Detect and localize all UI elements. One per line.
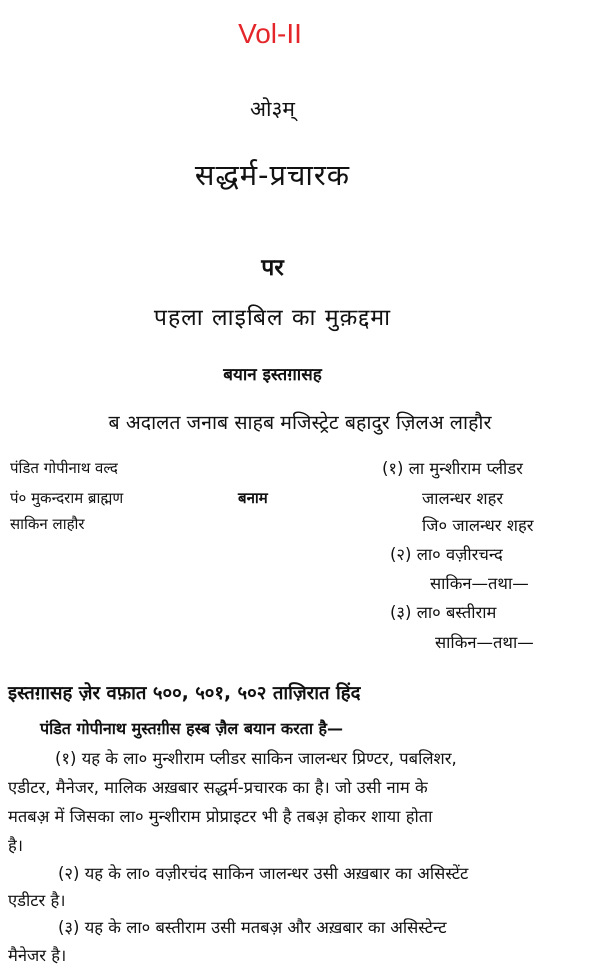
paragraph-line: एडीटर है।: [8, 891, 66, 910]
defendant-line: (१) ला मुन्शीराम प्लीडर: [382, 459, 523, 478]
page-title: सद्धर्म-प्रचारक: [194, 158, 351, 192]
versus-label: बनाम: [238, 489, 268, 507]
defendant-line: साकिन—तथा—: [435, 633, 534, 652]
page-subtitle: पहला लाइबिल का मुक़द्दमा: [153, 305, 392, 331]
paragraph-line: है।: [8, 836, 24, 855]
paragraph-line: मतबअ़ में जिसका ला० मुन्शीराम प्रोप्राइटर भी है तबअ़ होकर शाया होता: [8, 807, 433, 826]
defendant-line: जालन्धर शहर: [422, 489, 504, 508]
defendant-line: साकिन—तथा—: [430, 574, 529, 593]
complainant-line: साकिन लाहौर: [10, 515, 85, 533]
defendant-line: जि० जालन्धर शहर: [422, 516, 534, 535]
complainant-line: पं० मुकन्दराम ब्राह्मण: [10, 489, 124, 507]
paragraph-line: (१) यह के ला० मुन्शीराम प्लीडर साकिन जालन्धर प्रिण्टर, पबलिशर,: [55, 749, 457, 768]
complainant-line: पंडित गोपीनाथ वल्द: [10, 459, 118, 477]
defendant-line: (२) ला० वज़ीरचन्द: [390, 545, 503, 564]
paragraph-line: मैनेजर है।: [8, 946, 67, 965]
title-connector: पर: [261, 255, 284, 281]
paragraph-line: एडीटर, मैनेजर, मालिक अख़बार सद्धर्म-प्रचारक का है। जो उसी नाम के: [8, 778, 428, 797]
charge-line: इस्तग़ासह ज़ेर वफ़ात ५००, ५०१, ५०२ ताज़िरात हिंद: [8, 683, 361, 704]
section-heading: बयान इस्तग़ासह: [223, 365, 322, 385]
om-invocation: ओ३म्: [250, 97, 295, 121]
volume-label: Vol-II: [238, 18, 302, 49]
paragraph-line: (२) यह के ला० वज़ीरचंद साकिन जालन्धर उसी अख़बार का असिस्टेंट: [58, 864, 469, 883]
statement-intro: पंडित गोपीनाथ मुस्तग़ीस हस्ब ज़ैल बयान करता है—: [40, 719, 344, 738]
court-line: ब अदालत जनाब साहब मजिस्ट्रेट बहादुर ज़िलअ लाहौर: [108, 411, 492, 434]
defendant-line: (३) ला० बस्तीराम: [390, 603, 497, 622]
paragraph-line: (३) यह के ला० बस्तीराम उसी मतबअ़ और अख़बार का असिस्टेन्ट: [58, 918, 447, 937]
